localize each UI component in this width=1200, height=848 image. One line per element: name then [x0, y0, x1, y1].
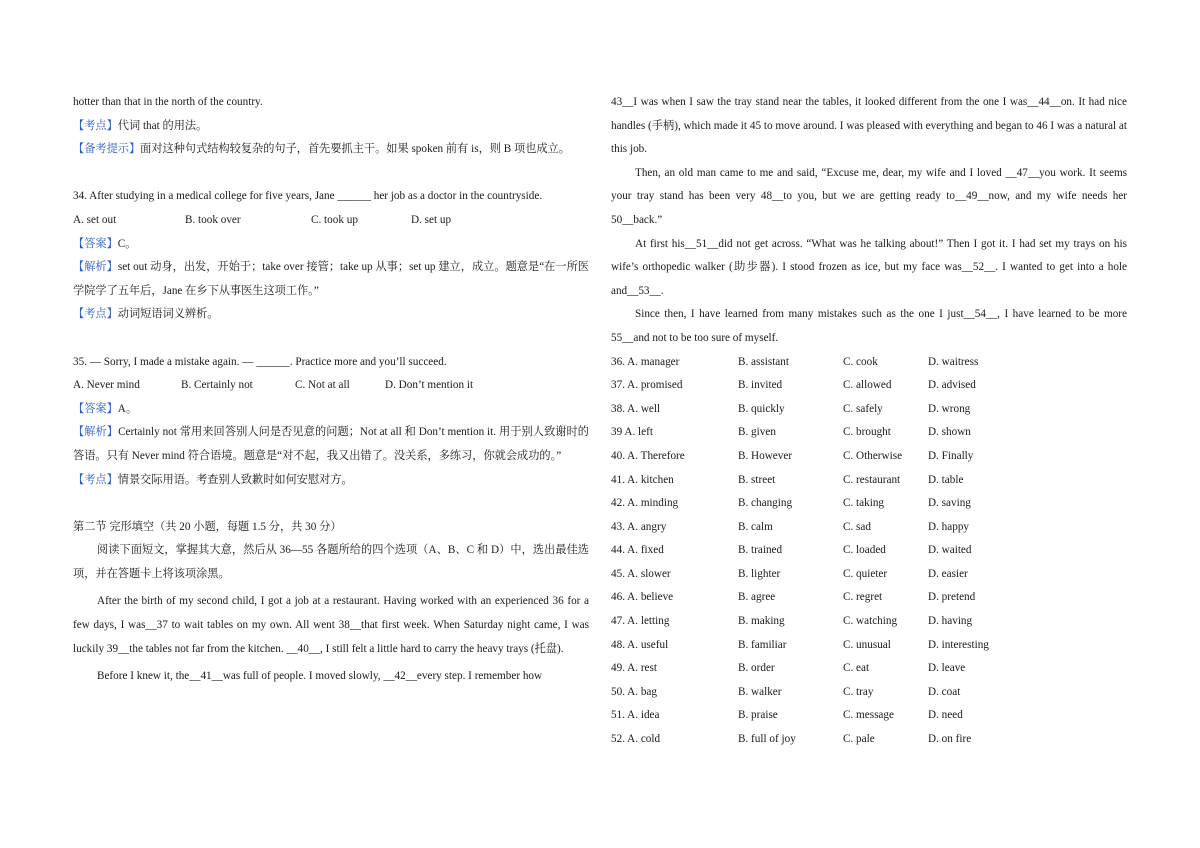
passage-paragraph-4: Then, an old man came to me and said, “Excuse me, dear, my wife and I loved __47__you work. It seems your tray stand has been very 48__to you, but we are getting ready to__49__now, and my wife needs her 50__back.”: [611, 166, 1127, 226]
analysis-35: [73, 421, 589, 468]
option: C. message: [843, 709, 894, 722]
option: 47. A. letting: [611, 615, 670, 628]
option: C. unusual: [843, 638, 891, 651]
option: B. calm: [738, 520, 773, 533]
option: 41. A. kitchen: [611, 473, 674, 486]
option-row: [611, 563, 1127, 587]
passage-paragraph-3: 43__I was when I saw the tray stand near the tables, it looked different from the one I was__44__on. It had nice handles (手柄), which made it 45 to move around. I was pleased with everything and began to 46 I was a natural at this job.: [611, 96, 1127, 156]
option: 42. A. minding: [611, 497, 679, 510]
answer-tag: 【答案】: [73, 402, 118, 415]
left-column: [73, 91, 589, 689]
passage-paragraph-5: At first his__51__did not get across. “What was he talking about!” Then I got it. I had set my trays on his wife’s orthopedic walker (助步器). I stood frozen as ice, but my face was__52__. I wanted to get into a hole and__53__.: [611, 237, 1127, 297]
option: B. However: [738, 449, 793, 462]
option: D. table: [928, 473, 964, 486]
option-row: [611, 351, 1127, 375]
option: C. taking: [843, 497, 885, 510]
instructions: 阅读下面短文，掌握其大意，然后从 36—55 各题所给的四个选项（A、B、C 和 D）中，选出最佳选项，并在答题卡上将该项涂黑。: [73, 544, 589, 580]
passage-paragraph-2: Before I knew it, the__41__was full of people. I moved slowly, __42__every step. I remember how: [97, 670, 543, 683]
option-row: [611, 657, 1127, 681]
option-row: [611, 610, 1127, 634]
option: 45. A. slower: [611, 567, 671, 580]
section-heading: 第二节 完形填空（共 20 小题，每题 1.5 分，共 30 分）: [73, 520, 342, 533]
answer-tag: 【答案】: [73, 237, 118, 250]
option: B. order: [738, 662, 775, 675]
option: D. on fire: [928, 733, 972, 746]
option-row: [611, 539, 1127, 563]
option: B. familiar: [738, 638, 787, 651]
option: C. tray: [843, 685, 874, 698]
option: B. full of joy: [738, 733, 796, 746]
option: 39 A. left: [611, 426, 653, 439]
option: D. need: [928, 709, 963, 722]
text-line: hotter than that in the north of the country.: [73, 96, 263, 108]
option: D. waited: [928, 544, 972, 557]
option-row: [611, 374, 1127, 398]
kaodian-tag: 【考点】: [73, 119, 118, 132]
option: C. restaurant: [843, 473, 901, 486]
question-35-options: [73, 374, 589, 398]
option: B. quickly: [738, 402, 785, 415]
option: D. interesting: [928, 638, 989, 651]
option-row: [611, 445, 1127, 469]
answer-text: A。: [117, 402, 138, 415]
option: D. leave: [928, 662, 966, 675]
option: B. given: [738, 426, 776, 439]
answer-35: [73, 398, 589, 422]
kaodian-35: [73, 469, 589, 493]
option-row: [611, 728, 1127, 752]
option: C. quieter: [843, 567, 888, 580]
analysis-text: set out 动身，出发，开始于；take over 接管；take up 从事；set up 建立，成立。题意是“在一所医学院学了五年后，Jane 在乡下从事医生这项工作。”: [73, 261, 589, 297]
option: C. Not at all: [295, 379, 350, 392]
kaodian-text: 情景交际用语。考查别人致歉时如何安慰对方。: [117, 473, 353, 486]
option: C. pale: [843, 733, 875, 746]
passage-paragraph-1: After the birth of my second child, I got a job at a restaurant. Having worked with an experienced 36 for a few days, I was__37 to wait tables on my own. All went 38__that first week. When Saturday night came, I was luckily 39__the tables not far from the kitchen. __40__, I still felt a little hard to carry the heavy trays (托盘).: [73, 595, 589, 655]
option: D. having: [928, 615, 973, 628]
passage-paragraph-6: Since then, I have learned from many mistakes such as the one I just__54__, I have learned to be more 55__and not to be too sure of myself.: [611, 308, 1127, 344]
analysis-tag: 【解析】: [73, 426, 119, 439]
option: A. Never mind: [73, 379, 140, 392]
option: C. allowed: [843, 379, 892, 392]
option: B. trained: [738, 544, 783, 557]
kaodian-tag: 【考点】: [73, 473, 118, 486]
question-34-options: [73, 209, 589, 233]
option: C. safely: [843, 402, 883, 415]
option: 44. A. fixed: [611, 544, 664, 557]
option-row: [611, 704, 1127, 728]
option: B. walker: [738, 685, 782, 698]
option: D. happy: [928, 520, 970, 533]
option: D. Don’t mention it: [385, 379, 474, 392]
answer-text: C。: [117, 237, 137, 250]
option: B. agree: [738, 591, 776, 604]
option: 40. A. Therefore: [611, 449, 685, 462]
question-35: 35. — Sorry, I made a mistake again. — ______. Practice more and you’ll succeed.: [73, 355, 447, 368]
option-row: [611, 634, 1127, 658]
option-row: [611, 398, 1127, 422]
option: D. waitress: [928, 355, 979, 368]
option: C. regret: [843, 591, 883, 604]
option: B. lighter: [738, 567, 781, 580]
option: C. eat: [843, 662, 870, 675]
option: A. set out: [73, 213, 117, 226]
kaodian-tag: 【考点】: [73, 308, 118, 321]
option: 52. A. cold: [611, 733, 661, 746]
analysis-tag: 【解析】: [73, 261, 118, 274]
option-row: [611, 681, 1127, 705]
option: B. Certainly not: [181, 379, 253, 392]
option: B. assistant: [738, 355, 789, 368]
option: B. praise: [738, 709, 778, 722]
option: 37. A. promised: [611, 379, 683, 392]
options-list: [611, 351, 1127, 752]
right-column: [611, 91, 1127, 752]
option: D. shown: [928, 426, 971, 439]
option: B. took over: [185, 213, 241, 226]
option: D. advised: [928, 379, 976, 392]
option: C. brought: [843, 426, 891, 439]
question-34: 34. After studying in a medical college for five years, Jane ______ her job as a doctor in the countryside.: [73, 190, 543, 203]
option: 36. A. manager: [611, 355, 680, 368]
option: D. wrong: [928, 402, 971, 415]
option: B. changing: [738, 497, 793, 510]
option: 43. A. angry: [611, 520, 667, 533]
option: B. street: [738, 473, 776, 486]
option-row: [611, 516, 1127, 540]
kaodian-text: 代词 that 的用法。: [117, 119, 208, 132]
option: C. sad: [843, 520, 871, 533]
option: C. loaded: [843, 544, 886, 557]
analysis-34: [73, 256, 589, 303]
option: 49. A. rest: [611, 662, 657, 675]
option: 46. A. believe: [611, 591, 674, 604]
option: C. Otherwise: [843, 449, 903, 462]
option: C. took up: [311, 213, 358, 226]
kaodian-34: [73, 303, 589, 327]
option: 48. A. useful: [611, 638, 669, 651]
option: B. invited: [738, 379, 783, 392]
option: D. easier: [928, 567, 968, 580]
option: 50. A. bag: [611, 685, 657, 698]
option: D. set up: [411, 213, 452, 226]
option: B. making: [738, 615, 785, 628]
option: D. Finally: [928, 449, 974, 462]
option-row: [611, 586, 1127, 610]
option: D. pretend: [928, 591, 976, 604]
tip-text: 面对这种句式结构较复杂的句子，首先要抓主干。如果 spoken 前有 is，则 B 项也成立。: [140, 143, 570, 156]
option: 51. A. idea: [611, 709, 660, 722]
answer-34: [73, 233, 589, 257]
tip-tag: 【备考提示】: [73, 143, 141, 156]
tip-note: [73, 138, 589, 162]
kaodian-text: 动词短语词义辨析。: [117, 308, 219, 321]
option-row: [611, 421, 1127, 445]
option: D. saving: [928, 497, 971, 510]
kaodian-note: [73, 115, 589, 139]
option: C. watching: [843, 615, 898, 628]
option-row: [611, 469, 1127, 493]
analysis-text: Certainly not 常用来回答别人问是否见意的问题；Not at all 和 Don’t mention it. 用于别人致谢时的答语。只有 Never mind 符合语境。题意是“对不起，我又出错了。没关系，多练习，你就会成功的。”: [73, 426, 589, 462]
option: C. cook: [843, 355, 878, 368]
option: 38. A. well: [611, 402, 661, 415]
option-row: [611, 492, 1127, 516]
option: D. coat: [928, 685, 961, 698]
